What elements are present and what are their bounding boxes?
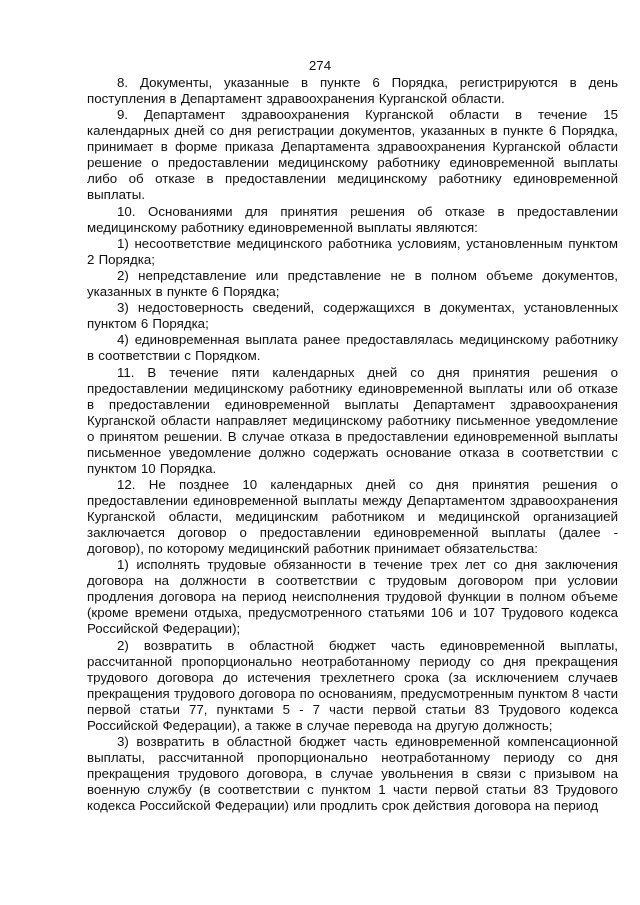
paragraph-8: 8. Документы, указанные в пункте 6 Порядка, регистрируются в день поступления в Департамент здравоохранения Курганской области.	[87, 75, 618, 107]
document-body	[87, 75, 618, 814]
page-number: 274	[308, 58, 332, 73]
paragraph-9: 9. Департамент здравоохранения Курганской области в течение 15 календарных дней со дня регистрации документов, указанных в пункте 6 Порядка, принимает в форме приказа Департамента здравоохранения Курганской области решение о предоставлении медицинскому работнику единовременной выплаты либо об отказе в предоставлении медицинскому работнику единовременной выплаты.	[87, 107, 618, 203]
paragraph-10-item-1: 1) несоответствие медицинского работника условиям, установленным пунктом 2 Порядка;	[87, 235, 618, 267]
paragraph-10-item-3: 3) недостоверность сведений, содержащихся в документах, установленных пунктом 6 Порядка;	[87, 300, 618, 332]
paragraph-10-item-2: 2) непредставление или представление не в полном объеме документов, указанных в пункте 6 Порядка;	[87, 267, 618, 299]
paragraph-12-item-2: 2) возвратить в областной бюджет часть единовременной выплаты, рассчитанной пропорционально неотработанному периоду со дня прекращения трудового договора до истечения трехлетнего срока (за исключением случаев прекращения трудового договора по основаниям, предусмотренным пунктом 8 части первой статьи 77, пунктами 5 - 7 части первой статьи 83 Трудового кодекса Российской Федерации), а также в случае перевода на другую должность;	[87, 637, 618, 733]
paragraph-12: 12. Не позднее 10 календарных дней со дня принятия решения о предоставлении единовременной выплаты между Департаментом здравоохранения Курганской области, медицинским работником и медицинской организацией заключается договор о предоставлении единовременной выплаты (далее - договор), по которому медицинский работник принимает обязательства:	[87, 476, 618, 557]
paragraph-10-item-4: 4) единовременная выплата ранее предоставлялась медицинскому работнику в соответствии с Порядком.	[87, 332, 618, 364]
paragraph-10: 10. Основаниями для принятия решения об отказе в предоставлении медицинскому работнику единовременной выплаты являются:	[87, 203, 618, 235]
paragraph-12-item-3: 3) возвратить в областной бюджет часть единовременной компенсационной выплаты, рассчитанной пропорционально неотработанному периоду со дня прекращения трудового договора, в случае увольнения в связи с призывом на военную службу (в соответствии с пунктом 1 части первой статьи 83 Трудового кодекса Российской Федерации) или продлить срок действия договора на период	[87, 733, 618, 814]
paragraph-11: 11. В течение пяти календарных дней со дня принятия решения о предоставлении медицинскому работнику единовременной выплаты или об отказе в предоставлении единовременной выплаты Департамент здравоохранения Курганской области направляет медицинскому работнику письменное уведомление о принятом решении. В случае отказа в предоставлении единовременной выплаты письменное уведомление должно содержать основание отказа в соответствии с пунктом 10 Порядка.	[87, 364, 618, 476]
paragraph-12-item-1: 1) исполнять трудовые обязанности в течение трех лет со дня заключения договора на должности в соответствии с трудовым договором при условии продления договора на период неисполнения трудовой функции в полном объеме (кроме времени отдыха, предусмотренного статьями 106 и 107 Трудового кодекса Российской Федерации);	[87, 557, 618, 637]
